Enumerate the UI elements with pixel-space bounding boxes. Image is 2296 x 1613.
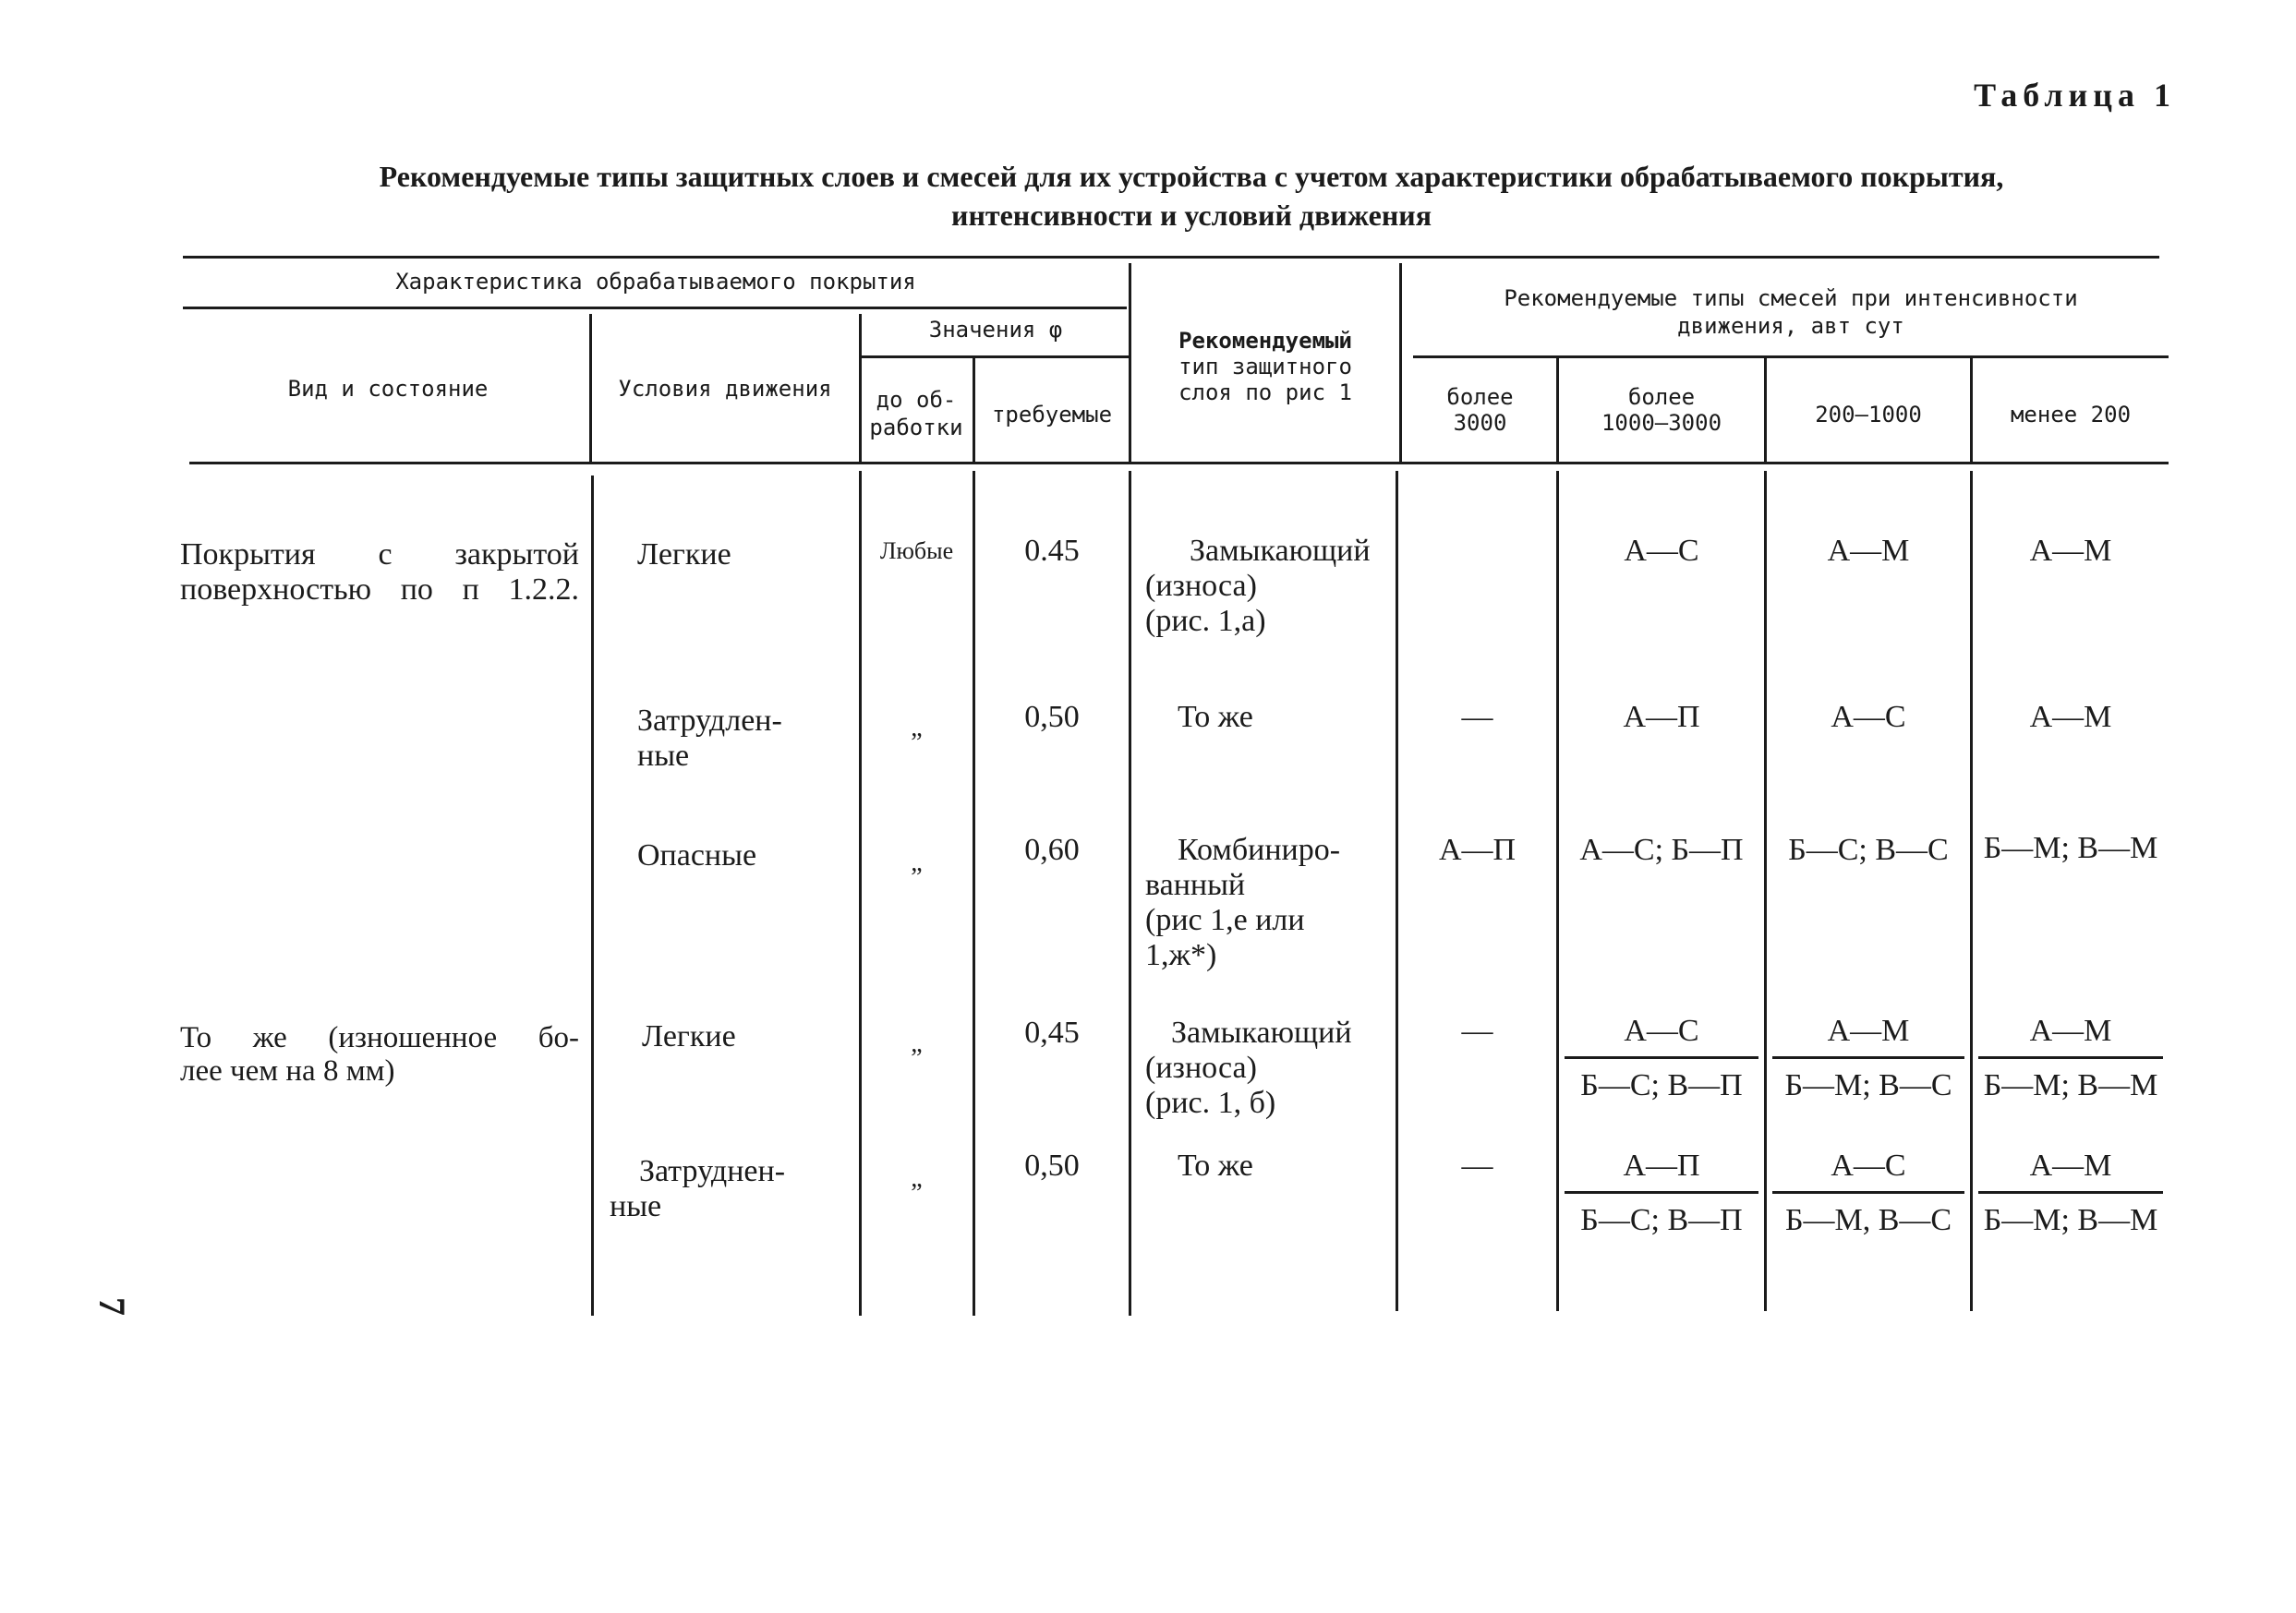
row-5-int4-top: А—М — [2029, 1149, 2112, 1183]
table-label: Таблица 1 — [1974, 77, 2176, 114]
row-3-layer — [1145, 833, 1395, 973]
header-layer-line-1: Рекомендуемый — [1178, 328, 1352, 354]
row-1-layer-line-2: (износа) — [1145, 569, 1257, 603]
header-layer-type — [1131, 328, 1399, 405]
header-phi-values: Значения φ — [928, 317, 1063, 343]
title-line-1: Рекомендуемые типы защитных слоев и смесей для их устройства с учетом характеристики обрабатываемого покрытия, — [379, 160, 2004, 193]
row-1-required: 0.45 — [1024, 534, 1080, 568]
row-2-int1: — — [1461, 700, 1493, 734]
group-1-line-2: поверхностью по п 1.2.2. — [180, 572, 579, 607]
row-5-layer: То же — [1178, 1149, 1253, 1183]
row-2-int2: А—П — [1623, 700, 1700, 734]
row-4-int4-bottom: Б—М; В—М — [1983, 1068, 2158, 1102]
row-5-int3-top: А—С — [1831, 1149, 1906, 1183]
hdr-vline-kind — [589, 314, 592, 462]
row-5-int4-bottom: Б—М; В—М — [1983, 1203, 2158, 1237]
row-4-int2-top: А—С — [1624, 1014, 1699, 1048]
header-layer-line-2: тип защитного — [1178, 354, 1352, 379]
row-2-int3: А—С — [1831, 700, 1906, 734]
header-int1-line-1: более — [1446, 384, 1514, 410]
body-vline-traffic — [859, 471, 862, 1316]
header-before-line-1: до об- — [876, 387, 957, 413]
row-3-int4: Б—М; В—М — [1983, 831, 2158, 865]
header-required: требуемые — [991, 402, 1113, 427]
row-4-int4-top: А—М — [2029, 1014, 2112, 1048]
header-int-over-3000 — [1404, 384, 1556, 436]
row-5-traffic — [610, 1154, 785, 1224]
row-4-required: 0,45 — [1024, 1016, 1080, 1050]
body-vline-layer — [1129, 471, 1131, 1316]
body-vline-phi — [973, 471, 975, 1316]
header-characteristic: Характеристика обрабатываемого покрытия — [395, 269, 916, 295]
header-int1-line-2: 3000 — [1453, 410, 1507, 436]
group-worn-surface — [180, 1021, 579, 1088]
group-closed-surface — [180, 537, 579, 608]
row-4-layer-line-1: Замыкающий — [1171, 1016, 1352, 1050]
header-int2-line-1: более — [1627, 384, 1696, 410]
row-5-int1: — — [1461, 1149, 1493, 1183]
row-4-layer — [1145, 1016, 1399, 1121]
table-title — [185, 157, 2198, 235]
row-4-int4-fraction-bar — [1978, 1056, 2163, 1059]
row-4-layer-line-3: (рис. 1, б) — [1145, 1086, 1276, 1120]
header-mix-types — [1413, 284, 2169, 340]
row-3-required: 0,60 — [1024, 833, 1080, 867]
row-3-int2: А—С; Б—П — [1579, 833, 1744, 867]
row-5-before: „ — [911, 1164, 923, 1193]
row-4-int3-fraction — [1767, 1014, 1970, 1103]
header-int-200-1000: 200—1000 — [1815, 402, 1922, 427]
header-mix-line-1: Рекомендуемые типы смесей при интенсивности — [1504, 285, 2078, 311]
header-before-line-2: работки — [869, 415, 963, 440]
row-5-required: 0,50 — [1024, 1149, 1080, 1183]
header-mix-line-2: движения, авт сут — [1677, 313, 1904, 339]
row-3-before: „ — [911, 849, 923, 877]
table-top-rule — [183, 256, 2159, 259]
mix-underline — [1413, 355, 2169, 358]
row-4-int3-fraction-bar — [1772, 1056, 1964, 1059]
row-2-int4: А—М — [2029, 700, 2112, 734]
row-1-layer-line-1: Замыкающий — [1190, 534, 1371, 568]
row-3-layer-line-2: ванный — [1145, 868, 1246, 902]
row-5-traffic-line-1: Затруднен- — [639, 1154, 786, 1188]
header-before-processing — [861, 386, 972, 441]
row-5-int2-fraction-bar — [1565, 1191, 1758, 1194]
row-3-layer-line-3: (рис 1,е или — [1145, 903, 1305, 937]
row-5-traffic-line-2: ные — [610, 1189, 662, 1223]
page-number: 7 — [91, 1297, 133, 1316]
row-3-layer-line-4: 1,ж*) — [1145, 938, 1217, 972]
row-4-int3-bottom: Б—М; В—С — [1784, 1068, 1952, 1102]
row-2-layer: То же — [1178, 700, 1253, 734]
row-4-int3-top: А—М — [1827, 1014, 1910, 1048]
row-1-int3: А—М — [1827, 534, 1910, 568]
characteristic-underline — [183, 307, 1127, 309]
row-2-traffic-line-1: Затрудлен- — [637, 704, 782, 738]
header-bottom-rule — [189, 462, 2169, 464]
row-4-int2-fraction-bar — [1565, 1056, 1758, 1059]
header-int-1000-3000 — [1559, 384, 1764, 436]
row-4-layer-line-2: (износа) — [1145, 1051, 1257, 1085]
row-4-int1: — — [1461, 1014, 1493, 1048]
header-traffic: Условия движения — [618, 376, 832, 402]
row-1-traffic: Легкие — [637, 537, 731, 572]
group-1-line-1: Покрытия с закрытой — [180, 537, 579, 572]
body-vline-kind — [591, 475, 594, 1316]
row-5-int2-top: А—П — [1623, 1149, 1700, 1183]
header-int2-line-2: 1000—3000 — [1601, 410, 1722, 436]
row-1-int2: А—С — [1624, 534, 1699, 568]
row-5-int3-fraction-bar — [1772, 1191, 1964, 1194]
row-5-int4-fraction — [1973, 1149, 2169, 1238]
group-2-line-1: То же (изношенное бо- — [180, 1021, 579, 1054]
group-2-line-2: лее чем на 8 мм) — [180, 1054, 395, 1088]
phi-underline — [861, 355, 1129, 358]
row-4-int4-fraction — [1973, 1014, 2169, 1103]
row-5-int3-bottom: Б—М, В—С — [1784, 1203, 1952, 1237]
row-2-traffic-line-2: ные — [637, 739, 690, 773]
row-4-int2-fraction — [1559, 1014, 1764, 1103]
row-5-int2-fraction — [1559, 1149, 1764, 1238]
row-3-layer-line-1: Комбиниро- — [1178, 833, 1341, 867]
row-2-before: „ — [911, 714, 923, 742]
row-5-int3-fraction — [1767, 1149, 1970, 1238]
header-kind: Вид и состояние — [287, 376, 489, 402]
row-2-required: 0,50 — [1024, 700, 1080, 734]
hdr-vline-mix — [1399, 263, 1402, 462]
row-4-int2-bottom: Б—С; В—П — [1580, 1068, 1743, 1102]
row-5-int2-bottom: Б—С; В—П — [1580, 1203, 1743, 1237]
header-int-under-200: менее 200 — [2010, 402, 2132, 427]
row-4-before: „ — [911, 1029, 923, 1058]
row-4-traffic: Легкие — [642, 1019, 736, 1053]
row-3-int1: А—П — [1438, 833, 1517, 867]
row-1-before: Любые — [879, 537, 954, 564]
row-5-int4-fraction-bar — [1978, 1191, 2163, 1194]
row-3-int3: Б—С; В—С — [1788, 833, 1949, 867]
row-1-layer — [1145, 534, 1404, 639]
row-1-int4: А—М — [2029, 534, 2112, 568]
row-1-layer-line-3: (рис. 1,а) — [1145, 604, 1266, 638]
header-layer-line-3: слоя по рис 1 — [1178, 379, 1352, 405]
row-3-traffic: Опасные — [637, 838, 757, 873]
row-2-traffic — [637, 704, 782, 774]
title-line-2: интенсивности и условий движения — [951, 199, 1432, 232]
